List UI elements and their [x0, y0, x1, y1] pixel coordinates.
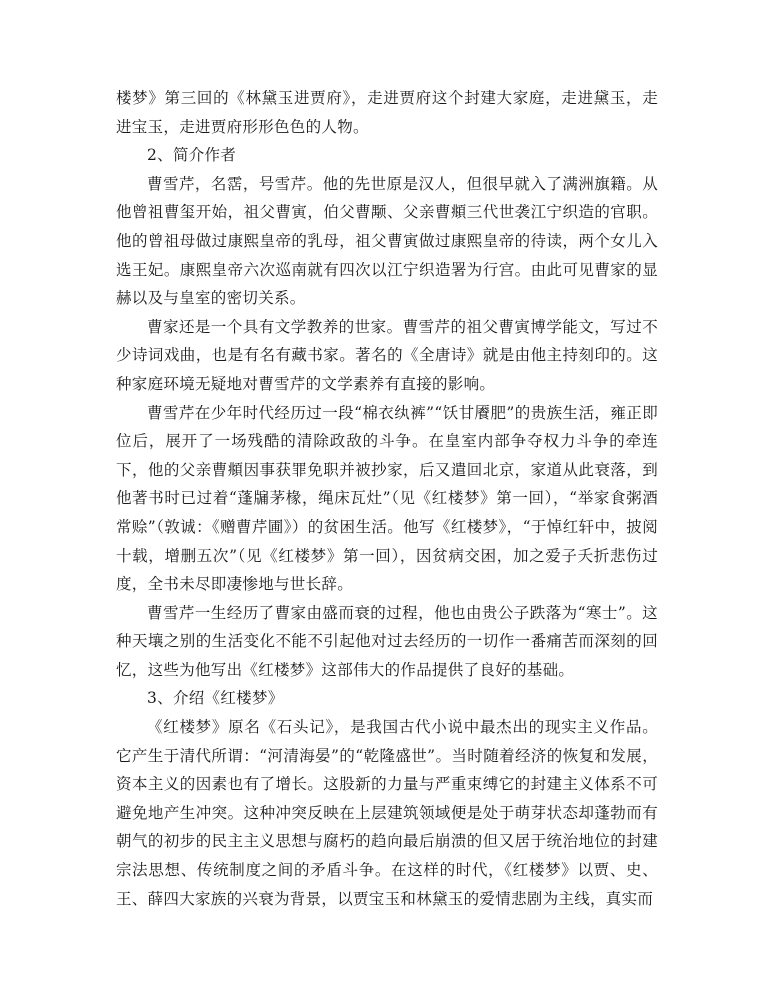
paragraph-author-life: 曹雪芹在少年时代经历过一段“棉衣纨裤”“饫甘餍肥”的贵族生活，雍正即位后，展开了一场残酷的清除政敌的斗争。在皇室内部争夺权力斗争的牵连下，他的父亲曹頫因事获罪免职并被抄家，后又遣回北京，家道从此衰落，到他著书时已过着“蓬牖茅椽，绳床瓦灶”（见《红楼梦》第一回），“举家食粥酒常赊”（敦诚：《赠曹芹圃》）的贫困生活。他写《红楼梦》，“于悼红轩中，披阅十载，增删五次”（见《红楼梦》第一回），因贫病交困，加之爱子夭折悲伤过度，全书未尽即凄惨地与世长辞。: [116, 403, 658, 594]
section-heading-novel: 3、介绍《红楼梦》: [147, 689, 284, 708]
paragraph-literary-family: 曹家还是一个具有文学教养的世家。曹雪芹的祖父曹寅博学能文，写过不少诗词戏曲，也是有名有藏书家。著名的《全唐诗》就是由他主持刻印的。这种家庭环境无疑地对曹雪芹的文学素养有直接的影响。: [116, 317, 658, 393]
section-heading-author: 2、简介作者: [147, 146, 237, 165]
paragraph-author-family: 曹雪芹，名霑，号雪芹。他的先世原是汉人，但很早就入了满洲旗籍。从他曾祖曹玺开始，祖父曹寅，伯父曹颙、父亲曹頫三代世袭江宁织造的官职。他的曾祖母做过康熙皇帝的乳母，祖父曹寅做过康熙皇帝的待读，两个女儿入选王妃。康熙皇帝六次巡南就有四次以江宁织造署为行宫。由此可见曹家的显赫以及与皇室的密切关系。: [116, 174, 658, 308]
paragraph-novel-intro: 《红楼梦》原名《石头记》，是我国古代小说中最杰出的现实主义作品。它产生于清代所谓：“河清海晏”的“乾隆盛世”。当时随着经济的恢复和发展，资本主义的因素也有了增长。这股新的力量与严重束缚它的封建主义体系不可避免地产生冲突。这种冲突反映在上层建筑领域便是处于萌芽状态却蓬勃而有朝气的初步的民主主义思想与腐朽的趋向最后崩溃的但又居于统治地位的封建宗法思想、传统制度之间的矛盾斗争。在这样的时代，《红楼梦》以贾、史、王、薛四大家族的兴衰为背景，以贾宝玉和林黛玉的爱情悲剧为主线，真实而: [116, 718, 658, 908]
paragraph-author-decline: 曹雪芹一生经历了曹家由盛而衰的过程，他也由贵公子跌落为“寒士”。这种天壤之别的生活变化不能不引起他对过去经历的一切作一番痛苦而深刻的回忆，这些为他写出《红楼梦》这部伟大的作品提供了良好的基础。: [116, 603, 658, 679]
paragraph-continuation: 楼梦》第三回的《林黛玉进贾府》，走进贾府这个封建大家庭，走进黛玉，走进宝玉，走进贾府形形色色的人物。: [116, 89, 658, 136]
document-body: [116, 84, 658, 913]
